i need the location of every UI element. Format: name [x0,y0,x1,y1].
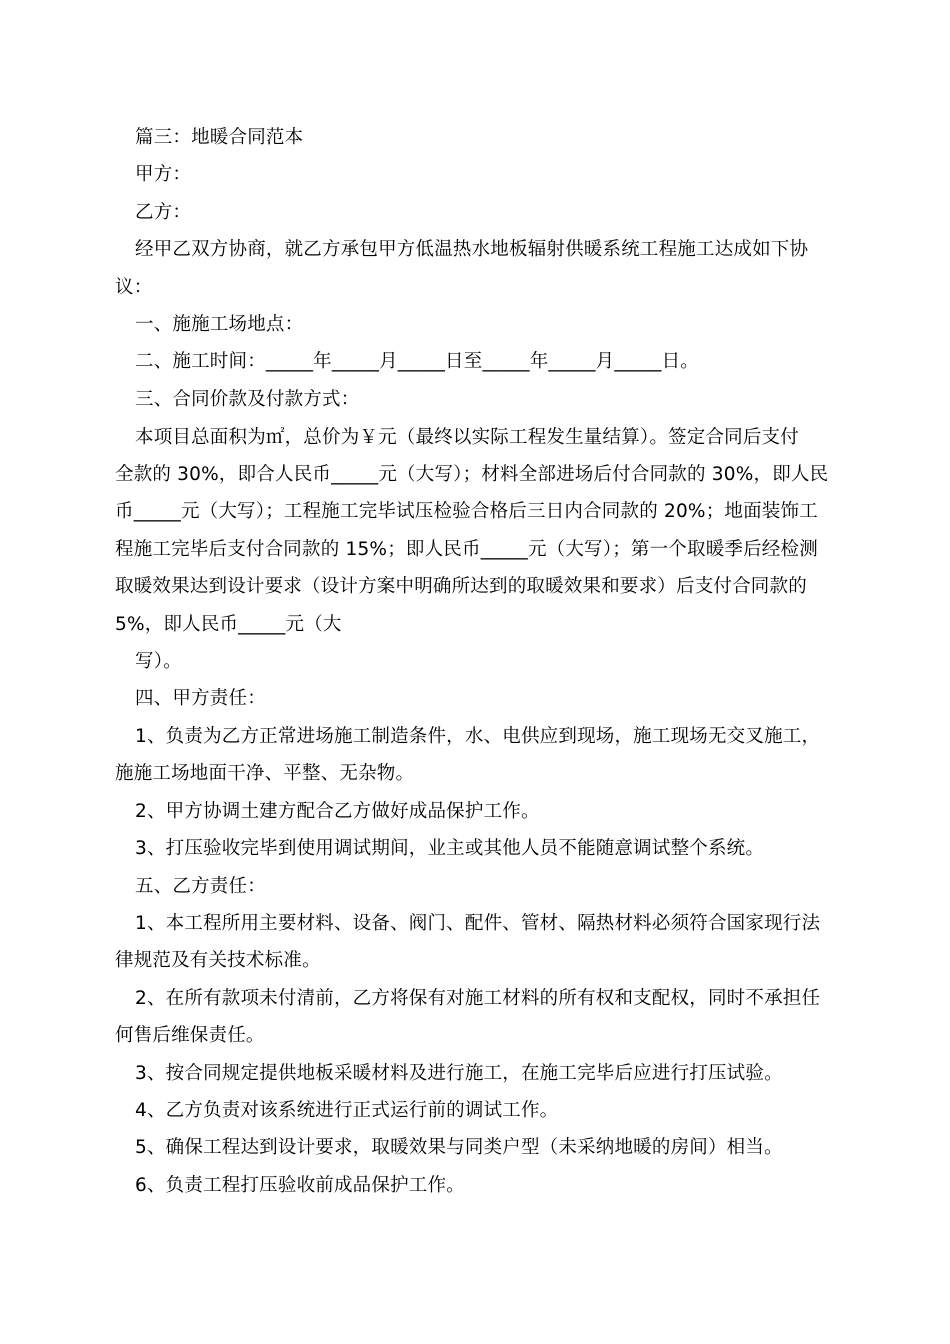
section-heading: 五、乙方责任： [135,876,266,897]
section-heading: 二、施工时间：_____年_____月_____日至_____年_____月_____日。 [135,351,700,372]
list-item: 6、负责工程打压验收前成品保护工作。 [135,1175,465,1196]
list-item: 3、打压验收完毕到使用调试期间，业主或其他人员不能随意调试整个系统。 [135,838,765,859]
list-item: 4、乙方负责对该系统进行正式运行前的调试工作。 [135,1100,559,1121]
paragraph-line: 程施工完毕后支付合同款的 15%；即人民币_____元（大写）；第一个取暖季后经检测 [115,539,818,560]
list-item-continuation: 何售后维保责任。 [115,1025,265,1046]
list-item: 5、确保工程达到设计要求，取暖效果与同类户型（未采纳地暖的房间）相当。 [135,1137,783,1158]
section-heading: 四、甲方责任： [135,688,266,709]
paragraph-line: 币_____元（大写）；工程施工完毕试压检验合格后三日内合同款的 20%；地面装饰工 [115,501,818,522]
list-item: 2、在所有款项未付清前，乙方将保有对施工材料的所有权和支配权，同时不承担任 [135,988,821,1009]
paragraph-line: 经甲乙双方协商，就乙方承包甲方低温热水地板辐射供暖系统工程施工达成如下协 [135,239,809,260]
paragraph-line: 议： [115,277,153,298]
list-item-continuation: 律规范及有关技术标准。 [115,950,321,971]
list-item: 1、负责为乙方正常进场施工制造条件，水、电供应到现场，施工现场无交叉施工， [135,726,821,747]
list-item: 3、按合同规定提供地板采暖材料及进行施工，在施工完毕后应进行打压试验。 [135,1063,783,1084]
party-a-line: 甲方： [135,164,192,185]
section-title: 篇三：地暖合同范本 [135,127,304,148]
paragraph-line: 本项目总面积为㎡，总价为￥元（最终以实际工程发生量结算）。签定合同后支付 [135,427,799,448]
paragraph-line: 取暖效果达到设计要求（设计方案中明确所达到的取暖效果和要求）后支付合同款的 [115,576,807,597]
section-heading: 三、合同价款及付款方式： [135,389,360,410]
list-item-continuation: 施施工场地面干净、平整、无杂物。 [115,763,415,784]
paragraph-line: 全款的 30%，即合人民币_____元（大写）；材料全部进场后付合同款的 30%，即人民 [115,464,829,485]
list-item: 1、本工程所用主要材料、设备、阀门、配件、管材、隔热材料必须符合国家现行法 [135,913,821,934]
party-b-line: 乙方： [135,202,192,223]
paragraph-line: 5%，即人民币_____元（大 [115,614,342,635]
section-heading: 一、施施工场地点： [135,314,304,335]
list-item: 2、甲方协调土建方配合乙方做好成品保护工作。 [135,801,540,822]
paragraph-line: 写）。 [135,651,182,672]
